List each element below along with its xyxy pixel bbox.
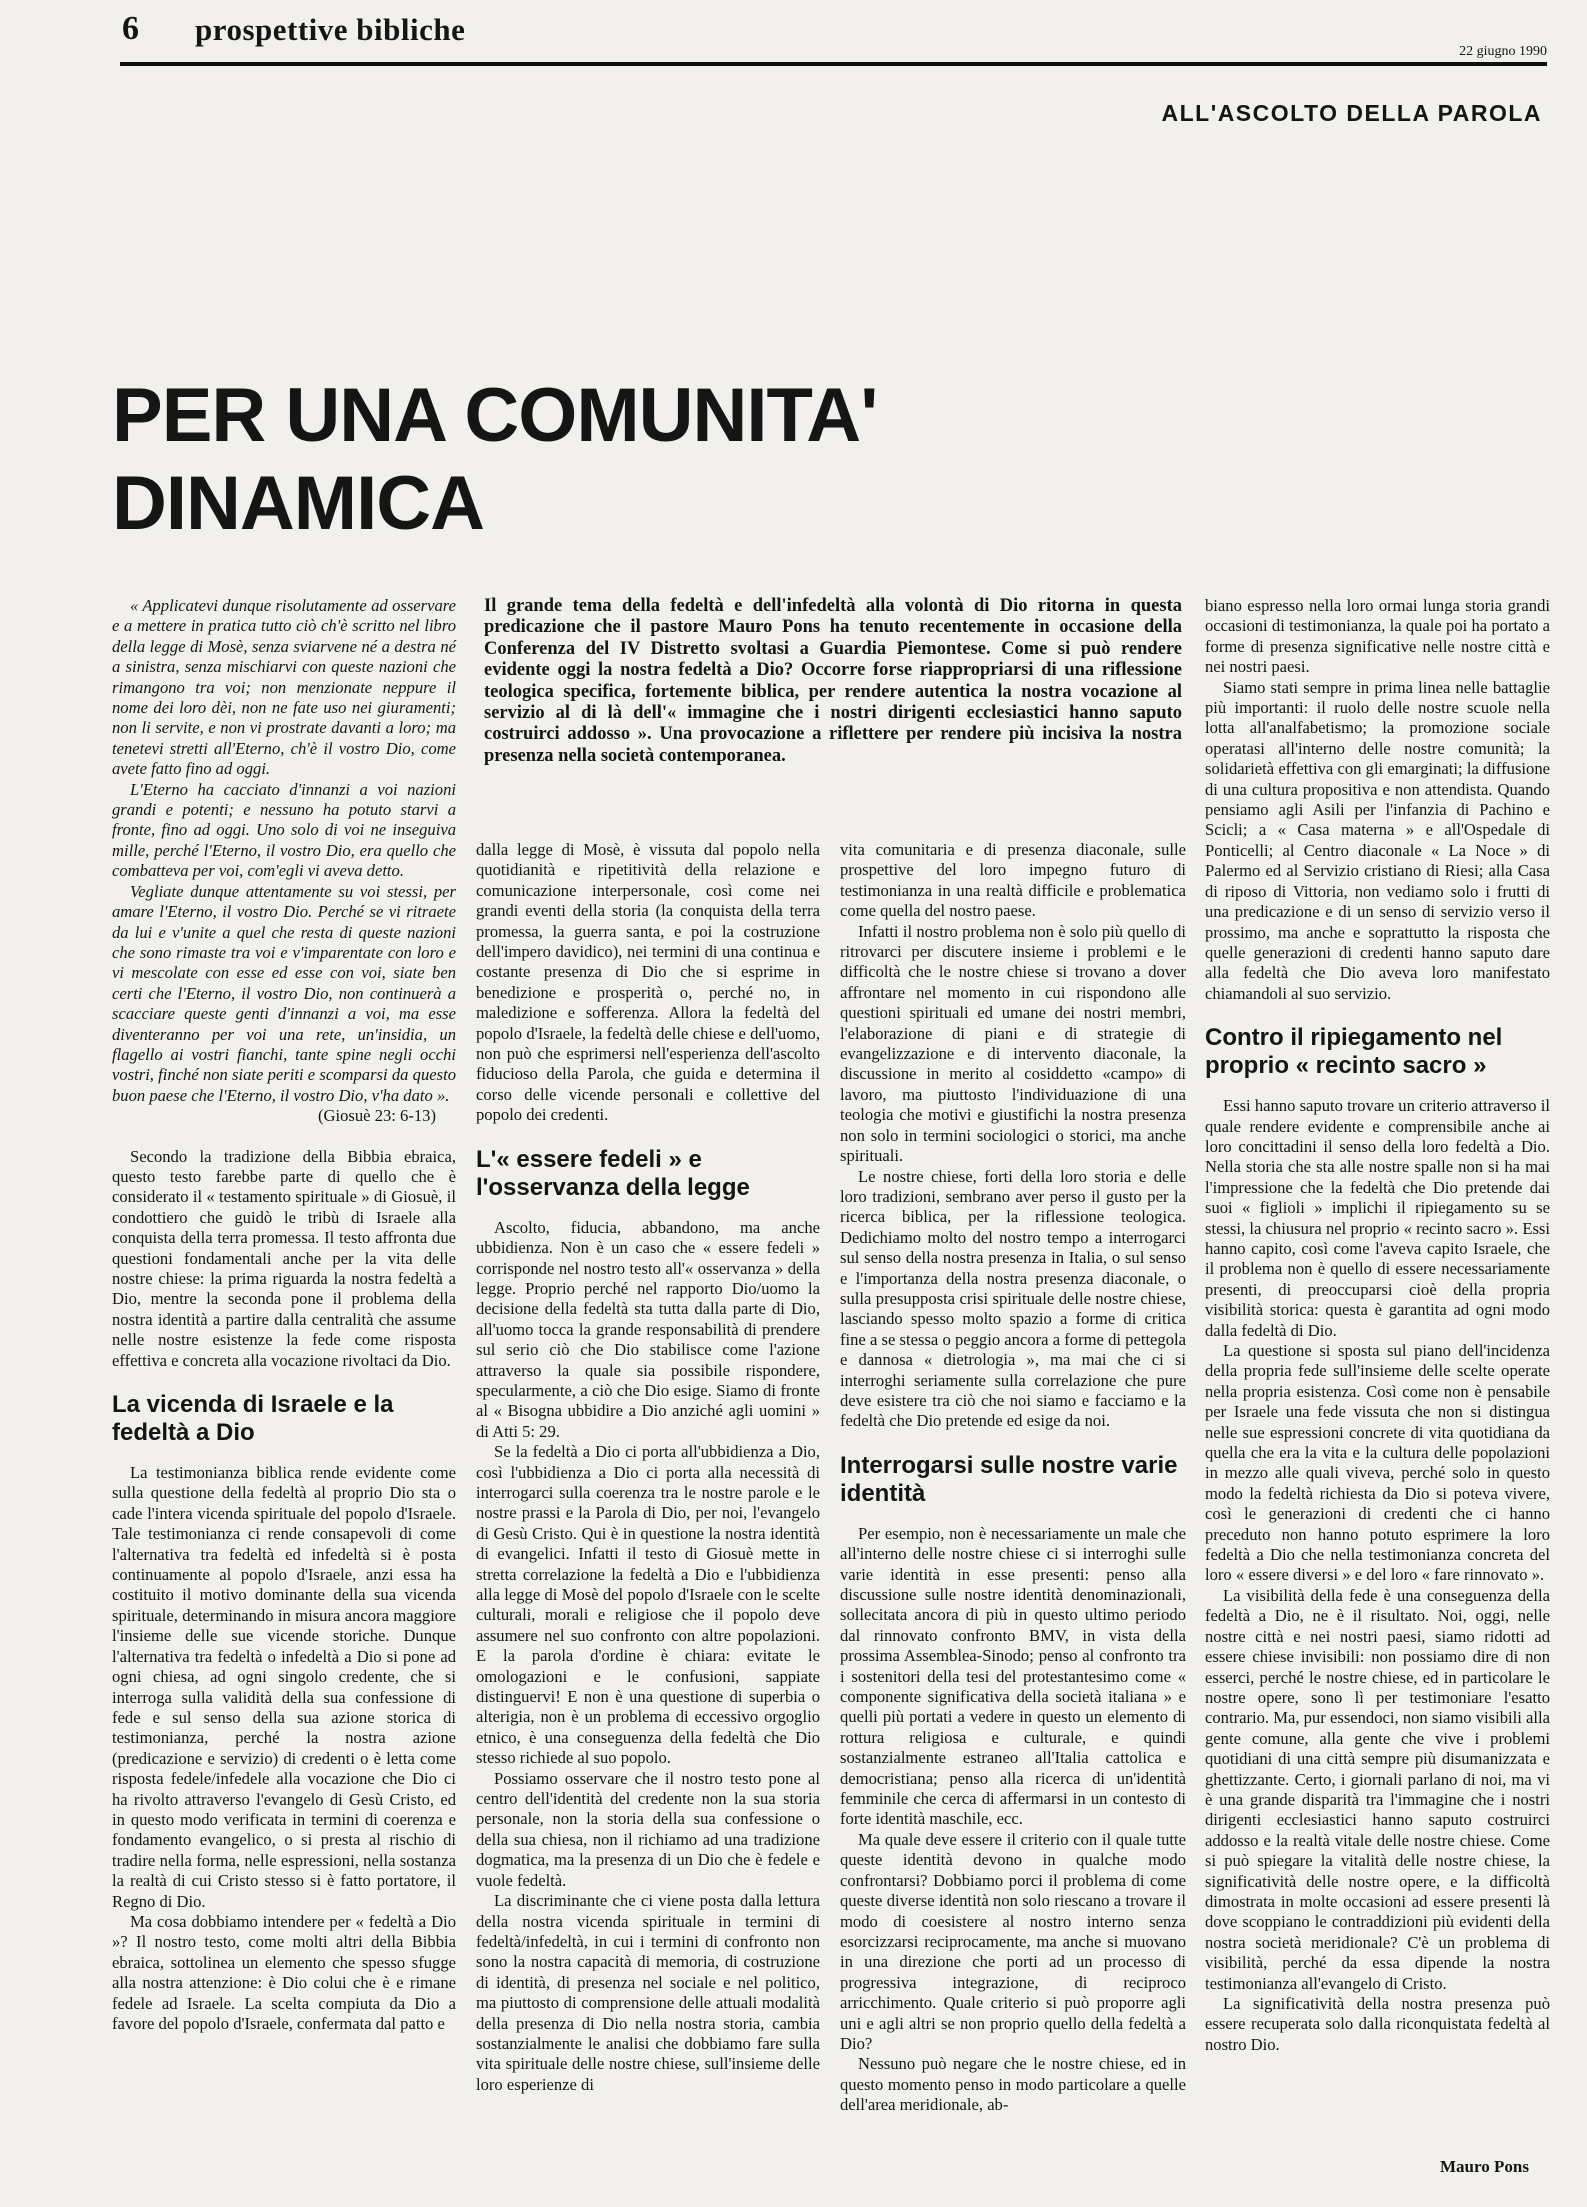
body-paragraph: Per esempio, non è necessariamente un male che all'interno delle nostre chiese ci si interroghi sulle varie identità in esse presenti: penso alla discussione sulle nostre identità denominazionali, sollecitata ancora di più in questo ultimo periodo dal rinnovato confronto BMV, in vista della prossima Assemblea-Sinodo; penso al confronto tra i sostenitori della tesi del protestantesimo come « componente significativa della società italiana » e quelli più portati a vedere in questo un elemento di rottura religiosa e culturale, e quindi sostanzialmente estraneo all'Italia cattolica e democristiana; penso alla ricerca di un'identità femminile che cerca di affermarsi in un contesto di forte identità maschile, ecc. xyxy=(840,1523,1186,1829)
column-4 xyxy=(1205,596,1550,2055)
body-paragraph: Infatti il nostro problema non è solo più quello di ritrovarci per discutere insieme i problemi e le difficoltà che le nostre chiese si trovano a dover affrontare nel momento in cui rispondono alle questioni spirituali ed umane dei nostri membri, l'elaborazione di piani e di strategie di evangelizzazione e di intervento diaconale, la discussione in merito al cosiddetto «campo» di lavoro, ma piuttosto l'individuazione di una teologia che motivi e giustifichi la nostra presenza non solo in termini sociologici o storici, ma anche spirituali. xyxy=(840,921,1186,1166)
column-3 xyxy=(840,840,1186,2116)
issue-date: 22 giugno 1990 xyxy=(1459,44,1547,59)
bible-quote xyxy=(112,596,456,1106)
article-standfirst: Il grande tema della fedeltà e dell'infedeltà alla volontà di Dio ritorna in questa predicazione che il pastore Mauro Pons ha tenuto recentemente in occasione della Conferenza del IV Distretto svoltasi a Guardia Piemontese. Come si può rendere evidente oggi la nostra fedeltà a Dio? Occorre forse riappropriarsi di una riflessione teologica specifica, fortemente biblica, per rendere autentica la nostra vocazione al servizio al di là dell'« immagine che i nostri dirigenti ecclesiastici hanno saputo costruirci addosso ». Una provocazione a riflettere per rendere più incisiva la nostra presenza nella società contemporanea. xyxy=(484,596,1182,766)
quote-paragraph: « Applicatevi dunque risolutamente ad osservare e a mettere in pratica tutto ciò ch'è scritto nel libro della legge di Mosè, senza sviarvene né a destra né a sinistra, senza mischiarvi con queste nazioni che rimangono tra voi; non menzionate neppure il nome dei loro dèi, non ne fate uso nei giuramenti; non li servite, e non vi prostrate davanti a loro; ma tenetevi stretti all'Eterno, ch'è il vostro Dio, come avete fatto fino ad oggi. xyxy=(112,596,456,779)
quote-paragraph: L'Eterno ha cacciato d'innanzi a voi nazioni grandi e potenti; e nessuno ha potuto starvi a fronte, fino ad oggi. Uno solo di voi ne inseguiva mille, perché l'Eterno, il vostro Dio, era quello che combatteva per voi, com'egli vi aveva detto. xyxy=(112,779,456,881)
column-2 xyxy=(476,840,820,2095)
subheading: L'« essere fedeli » e l'osservanza della legge xyxy=(476,1145,750,1201)
headline-line-2: DINAMICA xyxy=(112,461,484,546)
body-paragraph: vita comunitaria e di presenza diaconale, sulle prospettive del loro impegno futuro di testimonianza in una realtà difficile e problematica come quella del nostro paese. xyxy=(840,840,1186,921)
section-label: ALL'ASCOLTO DELLA PAROLA xyxy=(1161,100,1542,126)
body-paragraph: La discriminante che ci viene posta dalla lettura della nostra vicenda spirituale in termini di fedeltà/infedeltà, in cui i termini di confronto non sono la nostra capacità di memoria, di costruzione di identità, di presenza nel sociale e nel politico, ma piuttosto di comprensione delle attuali modalità della presenza di Dio nella nostra storia, cambia sostanzialmente le analisi che dobbiamo fare sulla vita spirituale delle nostre chiese, sull'insieme delle loro esperienze di xyxy=(476,1891,820,2094)
subheading: Contro il ripiegamento nel proprio « recinto sacro » xyxy=(1205,1024,1503,1080)
quote-reference: (Giosuè 23: 6-13) xyxy=(318,1106,436,1126)
article-headline xyxy=(112,372,912,548)
body-paragraph: Ma cosa dobbiamo intendere per « fedeltà a Dio »? Il nostro testo, come molti altri della Bibbia ebraica, sottolinea un elemento che spesso sfugge alla nostra attenzione: è Dio colui che è e rimane fedele ad Israele. La scelta compiuta da Dio a favore del popolo d'Israele, confermata dal patto e xyxy=(112,1911,456,2033)
body-paragraph: biano espresso nella loro ormai lunga storia grandi occasioni di testimonianza, la quale poi ha portato a forme di presenza significative nelle nostre città e nei nostri paesi. xyxy=(1205,596,1550,677)
headline-line-1: PER UNA COMUNITA' xyxy=(112,373,878,458)
body-paragraph: Ma quale deve essere il criterio con il quale tutte queste identità devono in qualche modo confrontarsi? Dobbiamo porci il problema di come queste diverse identità non solo riescano a trovare il modo di coesistere al nostro interno senza esorcizzarsi reciprocamente, ma anche si muovano in una direzione che porti ad un processo di progressiva integrazione, di reciproco arricchimento. Quale criterio si può proporre agli uni e agli altri se non proprio quello della fedeltà a Dio? xyxy=(840,1829,1186,2053)
body-paragraph: Siamo stati sempre in prima linea nelle battaglie più importanti: il ruolo delle nostre scuole nella lotta all'analfabetismo; la promozione sociale operatasi all'interno delle nostre comunità; la solidarietà effettiva con gli emarginati; la diffusione di una cultura propositiva e non attendista. Quando pensiamo agli Asili per l'infanzia di Pachino e Scicli; a « Casa materna » e all'Ospedale di Ponticelli; al Centro diaconale « La Noce » di Palermo ed al Servizio cristiano di Riesi; alla Casa di riposo di Vittoria, non vediamo solo i frutti di una predicazione e di un senso di servizio verso il prossimo, ma anche e soprattutto la risposta che quelle generazioni di credenti hanno saputo dare alla fedeltà che Dio aveva loro manifestato chiamandoli al suo servizio. xyxy=(1205,677,1550,1003)
author-byline: Mauro Pons xyxy=(1440,2157,1529,2176)
quote-paragraph: Vegliate dunque attentamente su voi stessi, per amare l'Eterno, il vostro Dio. Perché se vi ritraete da lui e v'unite a quel che resta di queste nazioni che sono rimaste tra voi e v'imparentate con loro e vi mescolate con esse ed esse con voi, siate ben certi che l'Eterno, il vostro Dio, non continuerà a scacciare queste genti d'innanzi a voi, ma esse diventeranno per voi una rete, un'insidia, un flagello ai vostri fianchi, tante spine negli occhi vostri, finché non siate periti e scomparsi da questo buon paese che l'Eterno, il vostro Dio, v'ha dato ». xyxy=(112,881,456,1105)
body-paragraph: Secondo la tradizione della Bibbia ebraica, questo testo farebbe parte di quello che è considerato il « testamento spirituale » di Giosuè, il condottiero che guidò le tribù di Israele alla conquista della terra promessa. Il testo affronta due questioni fondamentali anche per la vita delle nostre chiese: la prima riguarda la nostra fedeltà a Dio, mentre la seconda pone il problema della nostra identità a partire dalla centralità che assume nelle nostre esistenze la fede come risposta effettiva e concreta alla vocazione rivoltaci da Dio. xyxy=(112,1146,456,1370)
body-paragraph: Nessuno può negare che le nostre chiese, ed in questo momento penso in modo particolare a quelle dell'area meridionale, ab- xyxy=(840,2054,1186,2115)
subheading: Interrogarsi sulle nostre varie identità xyxy=(840,1451,1178,1507)
page-number: 6 xyxy=(122,10,139,47)
body-paragraph: La visibilità della fede è una conseguenza della fedeltà a Dio, ne è il risultato. Noi, oggi, nelle nostre città e nei nostri paesi, siamo ridotti ad essere chiese invisibili: non possiamo dire di non esserci, perché le nostre chiese, ed in particolare le nostre opere, sono lì per testimoniare l'esatto contrario. Ma, pur essendoci, non siamo visibili alla gente comune, alla gente che vive i problemi quotidiani di una città sempre più disumanizzata e ghettizzante. Certo, i giornali parlano di noi, ma vi è una grande disparità tra l'immagine che i nostri dirigenti ecclesiastici hanno saputo costruirci addosso e la realtà vitale delle nostre chiese. Come si può spiegare la vitalità delle nostre chiese, la significatività delle nostre opere, e la difficoltà dimostrata in molte occasioni ad essere presenti là dove scoppiano le contraddizioni più evidenti della nostra società meridionale? C'è un problema di visibilità, perché da essa dipende la nostra testimonianza all'evangelo di Cristo. xyxy=(1205,1585,1550,1993)
body-paragraph: Se la fedeltà a Dio ci porta all'ubbidienza a Dio, così l'ubbidienza a Dio ci porta alla necessità di interrogarci sulla coerenza tra le nostre parole e le nostre prassi e la Parola di Dio, per noi, l'evangelo di Gesù Cristo. Qui è in questione la nostra identità di evangelici. Infatti il testo di Giosuè mette in stretta correlazione la fedeltà a Dio e l'ubbidienza alla legge di Mosè del popolo d'Israele con le scelte culturali, morali e religiose che il popolo deve assumere nel suo confronto con altre popolazioni. E la parola d'ordine è chiara: evitate le omologazioni e le confusioni, sappiate distinguervi! E non è una questione di superbia o alterigia, non è un problema di eccessivo orgoglio etnico, è una conseguenza della fedeltà che Dio stesso richiede al suo popolo. xyxy=(476,1442,820,1768)
body-paragraph: Possiamo osservare che il nostro testo pone al centro dell'identità del credente non la sua storia personale, non la storia della sua confessione o della sua chiesa, non il richiamo ad una tradizione dogmatica, ma la presenza di un Dio che è fedele e vuole fedeltà. xyxy=(476,1768,820,1890)
subheading: La vicenda di Israele e la fedeltà a Dio xyxy=(112,1391,394,1447)
column-1 xyxy=(112,596,456,2034)
body-paragraph: Le nostre chiese, forti della loro storia e delle loro tradizioni, sembrano aver perso il gusto per la ricerca biblica, per la riflessione teologica. Dedichiamo molto del nostro tempo a interrogarci sul senso della nostra presenza in Italia, o sul senso e l'importanza della nostra presenza diaconale, o sulla presupposta crisi spirituale delle nostre chiese, lasciando spesso molto spazio a forme di critica fine a se stessa o peggio ancora a forme di pettegola e dannosa « dietrologia », ma mai che ci si interroghi seriamente sulla correlazione che pure deve esistere tra ciò che noi siamo e facciamo e la fedeltà che Dio pretende ed esige da noi. xyxy=(840,1166,1186,1431)
body-paragraph: dalla legge di Mosè, è vissuta dal popolo nella quotidianità e ripetitività della relazione e comunicazione interpersonale, così come nei grandi eventi della storia (la conquista della terra promessa, la guerra santa, e poi la costruzione dell'impero davidico), nei termini di una continua e costante presenza di Dio che si esprime in benedizione e prosperità o, perché no, in maledizione e sofferenza. Allora la fedeltà del popolo d'Israele, la fedeltà delle chiese e dell'uomo, non può che esprimersi nell'esperienza dell'ascolto fiducioso della Parola, che guida e determina il corso delle vicende personali e collettive del popolo dei credenti. xyxy=(476,840,820,1125)
body-paragraph: La significatività della nostra presenza può essere recuperata solo dalla riconquistata fedeltà al nostro Dio. xyxy=(1205,1994,1550,2054)
show-through-band xyxy=(150,165,1550,225)
publication-name: prospettive bibliche xyxy=(195,12,466,47)
body-paragraph: Essi hanno saputo trovare un criterio attraverso il quale rendere evidente e comprensibile anche ai loro concittadini il senso della loro fedeltà a Dio. Nella storia che sta alle nostre spalle non si ha mai l'impressione che la fedeltà che Dio pretende dai suoi « figlioli » implichi il ripiegamento su se stessi, la chiusura nel proprio « recinto sacro ». Essi hanno capito, così come l'aveva capito Israele, che il problema non è quello di essere necessariamente presenti, di preoccuparsi cioè della propria visibilità storica: questa è garantita ad ogni modo dalla fedeltà di Dio. xyxy=(1205,1096,1550,1340)
header-rule xyxy=(120,62,1547,66)
body-paragraph: La testimonianza biblica rende evidente come sulla questione della fedeltà al proprio Dio sta o cade l'intera vicenda spirituale del popolo d'Israele. Tale testimonianza ci rende consapevoli di come l'alternativa tra fedeltà ed infedeltà si è posta continuamente al popolo d'Israele, anzi essa ha costituito il motivo dominante della sua vicenda spirituale, determinando in misura ancora maggiore l'insieme delle sue vicende storiche. Dunque l'alternativa tra fedeltà o infedeltà a Dio si pone ad ogni chiesa, ad ogni singolo credente, che si interroga sulla validità della sua confessione di fede e sul senso della sua azione storica di testimonianza, perché la nostra azione (predicazione e servizio) di credenti o è letta come risposta fedele/infedele alla vocazione che Dio ci ha rivolto attraverso l'evangelo di Gesù Cristo, ed in questo modo verificata in termini di coerenza e fondamento evangelico, o si presta al rischio di tradire nella forma, nelle espressioni, nella sostanza la realtà di cui Cristo stesso si è fatto portatore, il Regno di Dio. xyxy=(112,1463,456,1911)
body-paragraph: La questione si sposta sul piano dell'incidenza della propria fede sull'insieme delle scelte operate nella propria esistenza. Così come non è pensabile per Israele una fede vissuta che non si distingua nelle sue espressioni concrete di vita quotidiana da quella che era la vita e la cultura delle popolazioni in mezzo alle quali viveva, perché solo in questo modo la fedeltà richiesta da Dio si poteva vivere, così le generazioni di credenti che ci hanno preceduto non hanno potuto esprimere la loro fedeltà a Dio che nella testimonianza concreta del loro « essere diversi » e del loro « fare rinnovato ». xyxy=(1205,1341,1550,1585)
body-paragraph: Ascolto, fiducia, abbandono, ma anche ubbidienza. Non è un caso che « essere fedeli » corrisponde nel nostro testo all'« osservanza » della legge. Proprio perché nel rapporto Dio/uomo la decisione della fedeltà sta tutta dalla parte di Dio, all'uomo tocca la grande responsabilità di prendere sul serio ciò che Dio stabilisce come l'azione attraverso la quale sia possibile rispondere, specularmente, a ciò che Dio esige. Siamo di fronte al « Bisogna ubbidire a Dio anziché agli uomini » di Atti 5: 29. xyxy=(476,1217,820,1441)
